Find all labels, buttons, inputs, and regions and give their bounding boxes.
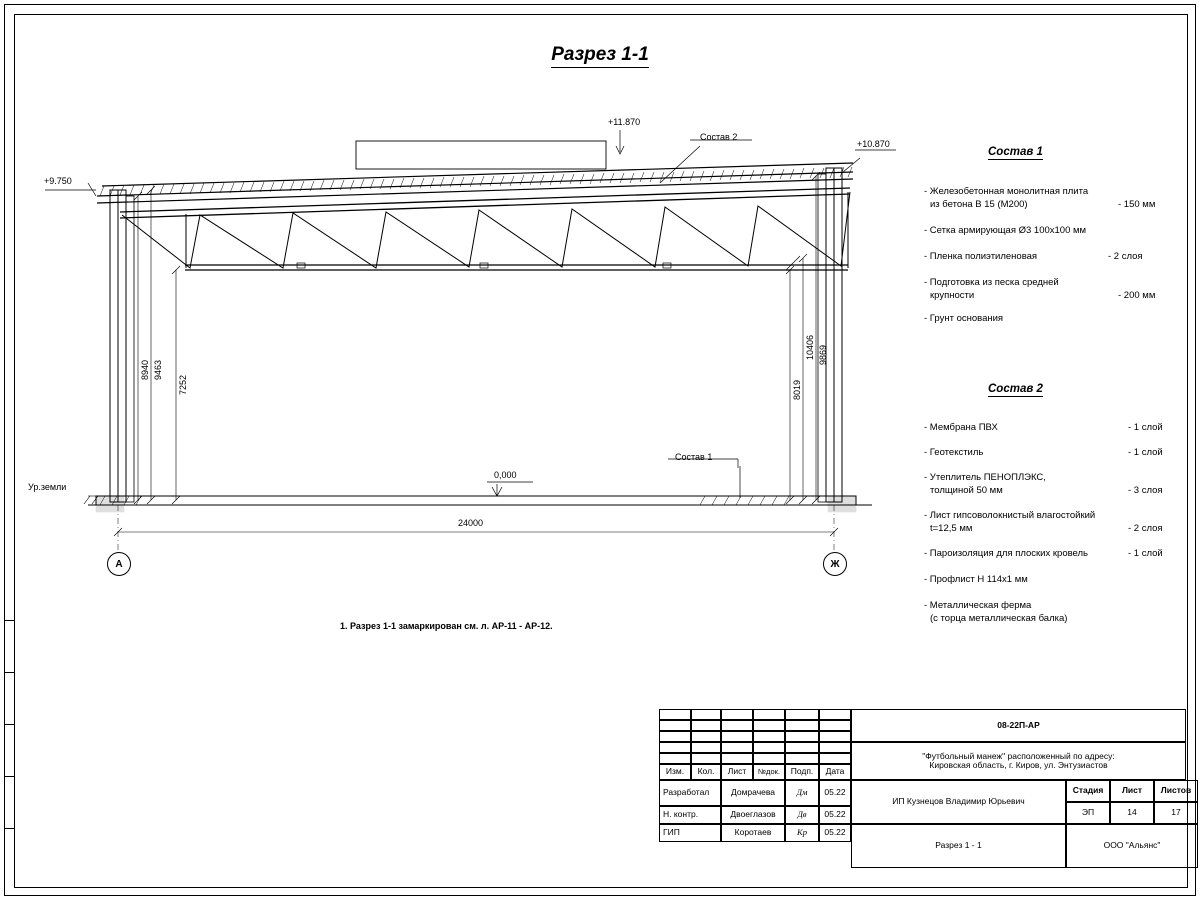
rev-grid-r2c5 (819, 731, 851, 742)
legend-sostav2-header: Состав 2 (988, 383, 1043, 395)
rev-grid-r1c4 (785, 720, 819, 731)
callout-sostav-1: Состав 1 (675, 452, 713, 462)
stamp-sheet-title: Разрез 1 - 1 (851, 824, 1066, 868)
rev-grid-r3c5 (819, 742, 851, 753)
legend-sostav1-item-0: - Железобетонная монолитная плита (924, 186, 1089, 197)
page-title-text: Разрез 1-1 (551, 44, 649, 68)
title-block (659, 709, 1192, 886)
legend-sostav2-item-5: - Профлист Н 114х1 мм (924, 574, 1028, 585)
stamp-project-code: 08-22П-АР (851, 709, 1186, 742)
legend-sostav2-item-6: - Металлическая ферма (924, 600, 1032, 611)
rev-grid-r1c3 (753, 720, 785, 731)
dimension-right-8019: 8019 (792, 379, 802, 400)
legend-sostav1-item-0-cont: из бетона В 15 (М200) (930, 199, 1028, 210)
stamp-name-2: Коротаев (721, 824, 785, 842)
rev-grid-r3c1 (691, 742, 721, 753)
rev-grid-r2c4 (785, 731, 819, 742)
dimension-right-10406: 10406 (805, 334, 815, 360)
dimension-span-24000: 24000 (458, 518, 484, 528)
rev-grid-r4c3 (753, 753, 785, 764)
stamp-date-1: 05.22 (819, 806, 851, 824)
legend-sostav2-item-3-cont: t=12,5 мм (930, 523, 973, 534)
legend-sostav1-header: Состав 1 (988, 146, 1043, 158)
rev-grid-r0c4 (785, 709, 819, 720)
rev-grid-r4c4 (785, 753, 819, 764)
rev-grid-r3c3 (753, 742, 785, 753)
stamp-col-kol: Кол. (691, 764, 721, 780)
stamp-customer: ИП Кузнецов Владимир Юрьевич (851, 780, 1066, 824)
rev-grid-r0c0 (659, 709, 691, 720)
rev-grid-r0c5 (819, 709, 851, 720)
legend-sostav2-qty-1: - 1 слой (1128, 447, 1163, 458)
legend-sostav2-item-0: - Мембрана ПВХ (924, 422, 998, 433)
legend-sostav2-item-4: - Пароизоляция для плоских кровель (924, 548, 1089, 559)
drawing-note: 1. Разрез 1-1 замаркирован см. л. АР-11 - АР-12. (340, 621, 553, 631)
callout-sostav-2: Состав 2 (700, 132, 738, 142)
stamp-signature-1: Дв (785, 806, 819, 824)
dimension-left-8940: 8940 (140, 359, 150, 380)
elevation-label-9750: +9.750 (44, 176, 72, 186)
rev-grid-r4c5 (819, 753, 851, 764)
legend-sostav1-item-1: - Сетка армирующая Ø3 100х100 мм (924, 225, 1087, 236)
legend-sostav2-item-2-cont: толщиной 50 мм (930, 485, 1003, 496)
rev-grid-r2c0 (659, 731, 691, 742)
dimension-left-9463: 9463 (153, 359, 163, 380)
stamp-object-line2: Кировская область, г. Киров, ул. Энтузиастов (929, 760, 1108, 770)
stamp-date-2: 05.22 (819, 824, 851, 842)
stamp-stage-value: ЭП (1066, 802, 1110, 824)
stamp-sheets-value: 17 (1154, 802, 1198, 824)
stamp-signature-2: Кр (785, 824, 819, 842)
dimension-right-9869: 9869 (818, 344, 828, 365)
legend-sostav1-item-4: - Грунт основания (924, 313, 1004, 324)
stamp-company: ООО "Альянс" (1066, 824, 1198, 868)
legend-sostav2-item-6-cont: (с торца металлическая балка) (930, 613, 1068, 624)
rev-grid-r3c0 (659, 742, 691, 753)
axis-marker-a: А (107, 552, 131, 576)
legend-sostav2-qty-3: - 2 слоя (1128, 523, 1163, 534)
rev-grid-r0c1 (691, 709, 721, 720)
elevation-label-10870: +10.870 (857, 139, 890, 149)
stamp-object-name (851, 742, 1186, 780)
stamp-signature-0: Дм (785, 780, 819, 806)
legend-sostav1-qty-0: - 150 мм (1118, 199, 1156, 210)
stamp-col-izm: Изм. (659, 764, 691, 780)
stamp-col-data: Дата (819, 764, 851, 780)
stamp-date-0: 05.22 (819, 780, 851, 806)
stamp-role-1: Н. контр. (659, 806, 721, 824)
rev-grid-r0c3 (753, 709, 785, 720)
stamp-sheets-header: Листов (1154, 780, 1198, 802)
rev-grid-r3c2 (721, 742, 753, 753)
stamp-sheet-header: Лист (1110, 780, 1154, 802)
rev-grid-r2c3 (753, 731, 785, 742)
ground-level-label: Ур.земли (28, 482, 67, 492)
dimension-left-7252: 7252 (178, 374, 188, 395)
elevation-label-11870: +11.870 (608, 117, 641, 127)
legend-sostav1-item-3: - Подготовка из песка средней (924, 277, 1059, 288)
legend-sostav1-qty-3: - 200 мм (1118, 290, 1156, 301)
zero-level-label: 0,000 (494, 470, 517, 480)
legend-sostav1-item-3-cont: крупности (930, 290, 975, 301)
legend-sostav1-qty-2: - 2 слоя (1108, 251, 1143, 262)
legend-sostav2-item-3: - Лист гипсоволокнистый влагостойкий (924, 510, 1096, 521)
axis-marker-zh: Ж (823, 552, 847, 576)
legend-sostav2-item-2: - Утеплитель ПЕНОПЛЭКС, (924, 472, 1046, 483)
rev-grid-r2c2 (721, 731, 753, 742)
stamp-stage-header: Стадия (1066, 780, 1110, 802)
legend-sostav1-item-2: - Пленка полиэтиленовая (924, 251, 1038, 262)
rev-grid-r1c2 (721, 720, 753, 731)
rev-grid-r2c1 (691, 731, 721, 742)
rev-grid-r4c2 (721, 753, 753, 764)
rev-grid-r1c0 (659, 720, 691, 731)
legend-sostav2-qty-4: - 1 слой (1128, 548, 1163, 559)
rev-grid-r4c1 (691, 753, 721, 764)
stamp-col-list: Лист (721, 764, 753, 780)
stamp-object-line1: "Футбольный манеж" расположенный по адресу: (922, 750, 1115, 761)
rev-grid-r4c0 (659, 753, 691, 764)
rev-grid-r0c2 (721, 709, 753, 720)
stamp-name-1: Двоеглазов (721, 806, 785, 824)
stamp-role-2: ГИП (659, 824, 721, 842)
stamp-sheet-value: 14 (1110, 802, 1154, 824)
legend-sostav2-item-1: - Геотекстиль (924, 447, 984, 458)
rev-grid-r1c1 (691, 720, 721, 731)
stamp-role-0: Разработал (659, 780, 721, 806)
legend-sostav2-qty-2: - 3 слоя (1128, 485, 1163, 496)
stamp-col-podp: Подп. (785, 764, 819, 780)
rev-grid-r3c4 (785, 742, 819, 753)
stamp-col-ndok: №док. (753, 764, 785, 780)
stamp-name-0: Домрачева (721, 780, 785, 806)
legend-sostav2-qty-0: - 1 слой (1128, 422, 1163, 433)
rev-grid-r1c5 (819, 720, 851, 731)
